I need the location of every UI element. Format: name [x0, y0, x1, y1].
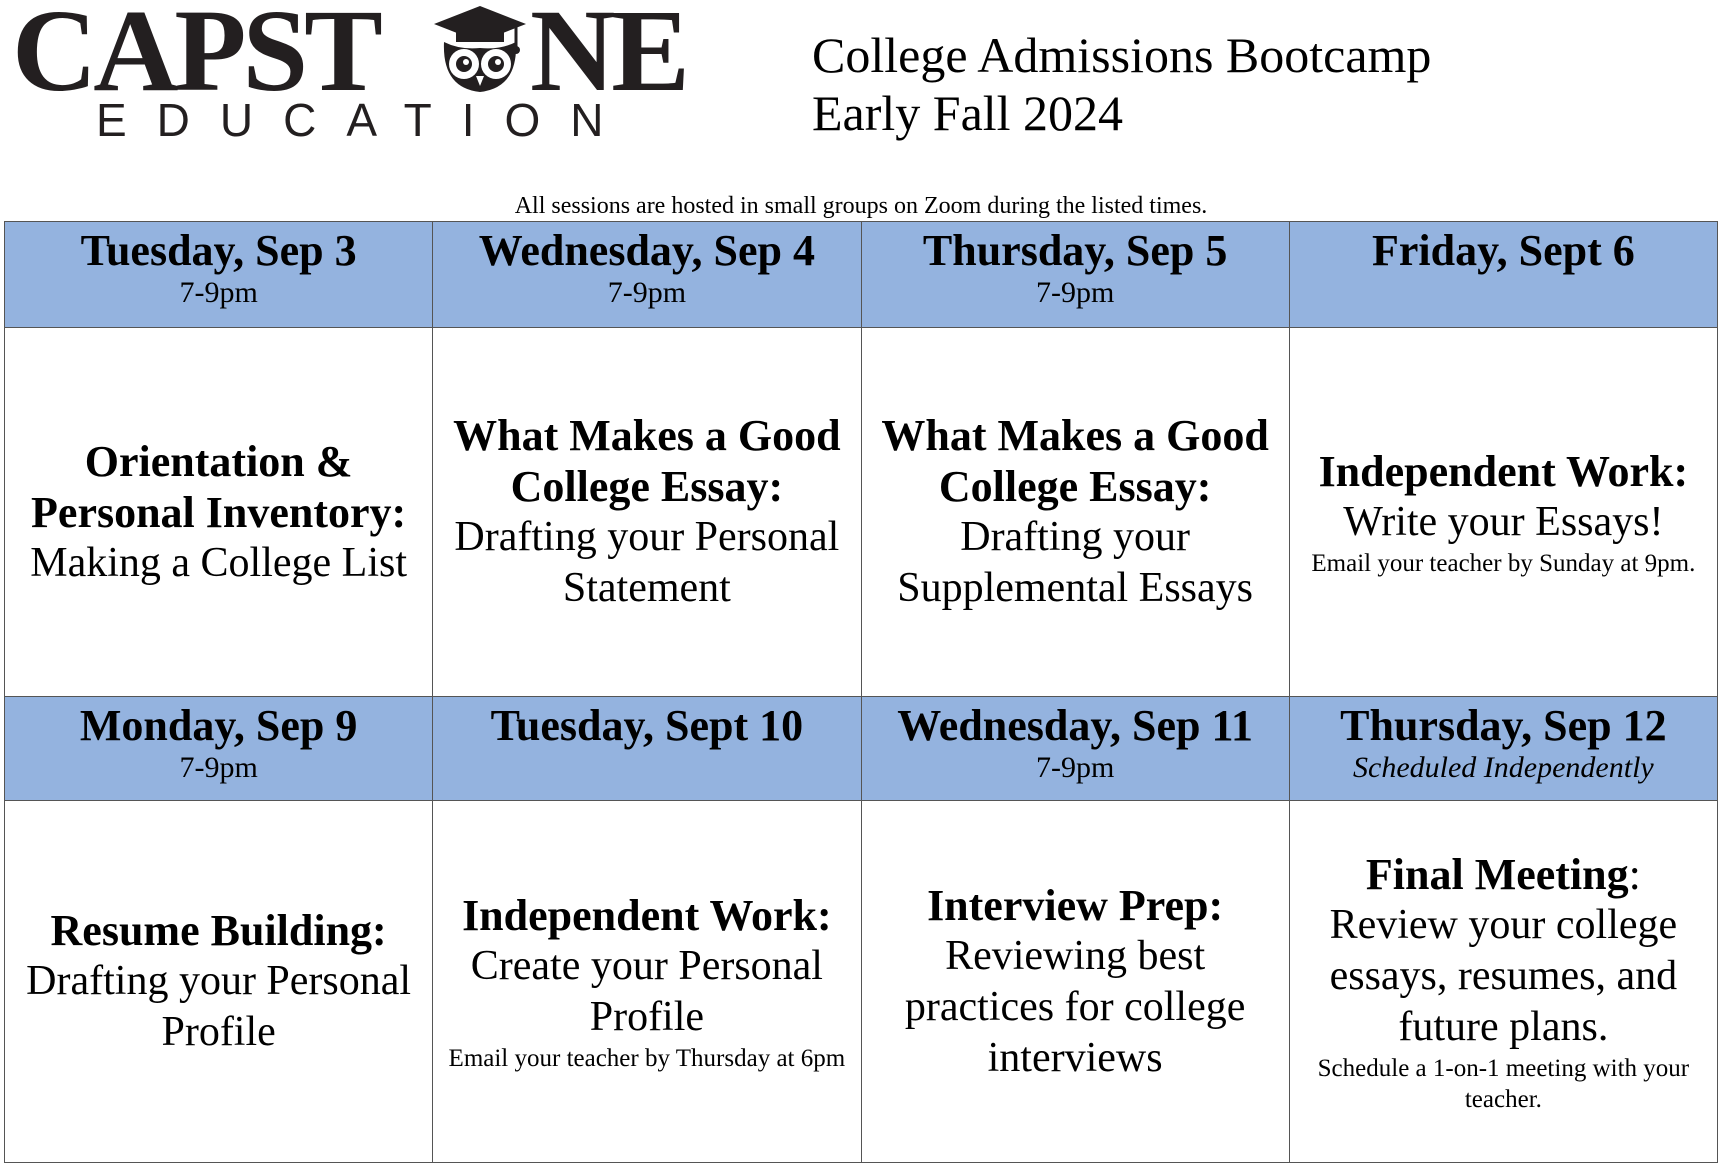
- owl-graduate-icon: [430, 2, 530, 94]
- day-label: Friday, Sept 6: [1371, 226, 1635, 275]
- capstone-education-logo: [12, 0, 692, 150]
- session-deadline-note: Email your teacher by Sunday at 9pm.: [1311, 549, 1696, 577]
- session-description: Write your Essays!: [1343, 498, 1664, 545]
- session-note: All sessions are hosted in small groups on Zoom during the listed times.: [514, 193, 1208, 219]
- session-title-line: [1296, 849, 1711, 900]
- time-label: 7-9pm: [179, 751, 258, 784]
- session-description: Drafting your Supplemental Essays: [897, 514, 1254, 611]
- week1-content-row: [5, 328, 1718, 697]
- session-cell: [861, 801, 1289, 1163]
- day-header: [433, 222, 861, 328]
- session-deadline-note: Email your teacher by Thursday at 6pm: [448, 1044, 846, 1072]
- week1-header-row: [5, 222, 1718, 328]
- session-description: Drafting your Personal Statement: [454, 514, 840, 611]
- session-cell: [861, 328, 1289, 697]
- session-cell: [433, 328, 861, 697]
- day-header: [861, 697, 1289, 801]
- session-description: Reviewing best practices for college interviews: [904, 932, 1246, 1081]
- time-label: 7-9pm: [607, 276, 687, 309]
- day-label: Tuesday, Sept 10: [490, 701, 804, 750]
- session-title: Orientation & Personal Inventory:: [31, 436, 407, 537]
- logo-subtitle: EDUCATION: [96, 94, 634, 146]
- day-label: Wednesday, Sep 11: [897, 701, 1254, 750]
- session-cell: [5, 328, 433, 697]
- day-header: [861, 222, 1289, 328]
- header: [812, 26, 1431, 142]
- session-description: Making a College List: [30, 539, 408, 586]
- day-header: [5, 697, 433, 801]
- session-cell: [5, 801, 433, 1163]
- session-title-colon: :: [1628, 849, 1641, 899]
- week2-header-row: [5, 697, 1718, 801]
- logo-wordmark-right: NE: [530, 0, 686, 116]
- day-label: Monday, Sep 9: [79, 701, 358, 750]
- time-label: Scheduled Independently: [1353, 751, 1654, 784]
- page-title: College Admissions Bootcamp: [812, 27, 1432, 83]
- day-label: Wednesday, Sep 4: [478, 226, 815, 275]
- session-title: Resume Building:: [50, 906, 387, 955]
- session-description: Drafting your Personal Profile: [26, 958, 412, 1055]
- day-label: Tuesday, Sep 3: [80, 226, 357, 275]
- session-title: Independent Work:: [462, 890, 832, 940]
- session-title: What Makes a Good College Essay:: [881, 411, 1269, 511]
- session-title: Interview Prep:: [927, 880, 1224, 930]
- day-header: [1289, 222, 1717, 328]
- session-description: Create your Personal Profile: [470, 942, 823, 1040]
- week2-content-row: [5, 801, 1718, 1163]
- page-subtitle: Early Fall 2024: [812, 85, 1124, 141]
- session-title: Independent Work:: [1318, 446, 1689, 496]
- logo-wordmark-left: CAPST: [12, 0, 379, 116]
- day-label: Thursday, Sep 12: [1340, 701, 1667, 750]
- session-description: Review your college essays, resumes, and future plans.: [1329, 901, 1678, 1050]
- schedule-calendar: [4, 221, 1718, 1163]
- session-cell: [1289, 328, 1717, 697]
- day-header: [433, 697, 861, 801]
- session-deadline-note: Schedule a 1-on-1 meeting with your teacher.: [1317, 1054, 1690, 1113]
- time-label: 7-9pm: [179, 276, 258, 309]
- day-header: [5, 222, 433, 328]
- session-title: What Makes a Good College Essay:: [453, 411, 841, 511]
- time-label: 7-9pm: [1035, 751, 1115, 784]
- session-cell: [433, 801, 861, 1163]
- session-title: Final Meeting: [1365, 849, 1629, 899]
- day-label: Thursday, Sep 5: [922, 226, 1228, 275]
- session-cell: [1289, 801, 1717, 1163]
- day-header: [1289, 697, 1717, 801]
- time-label: 7-9pm: [1035, 276, 1115, 309]
